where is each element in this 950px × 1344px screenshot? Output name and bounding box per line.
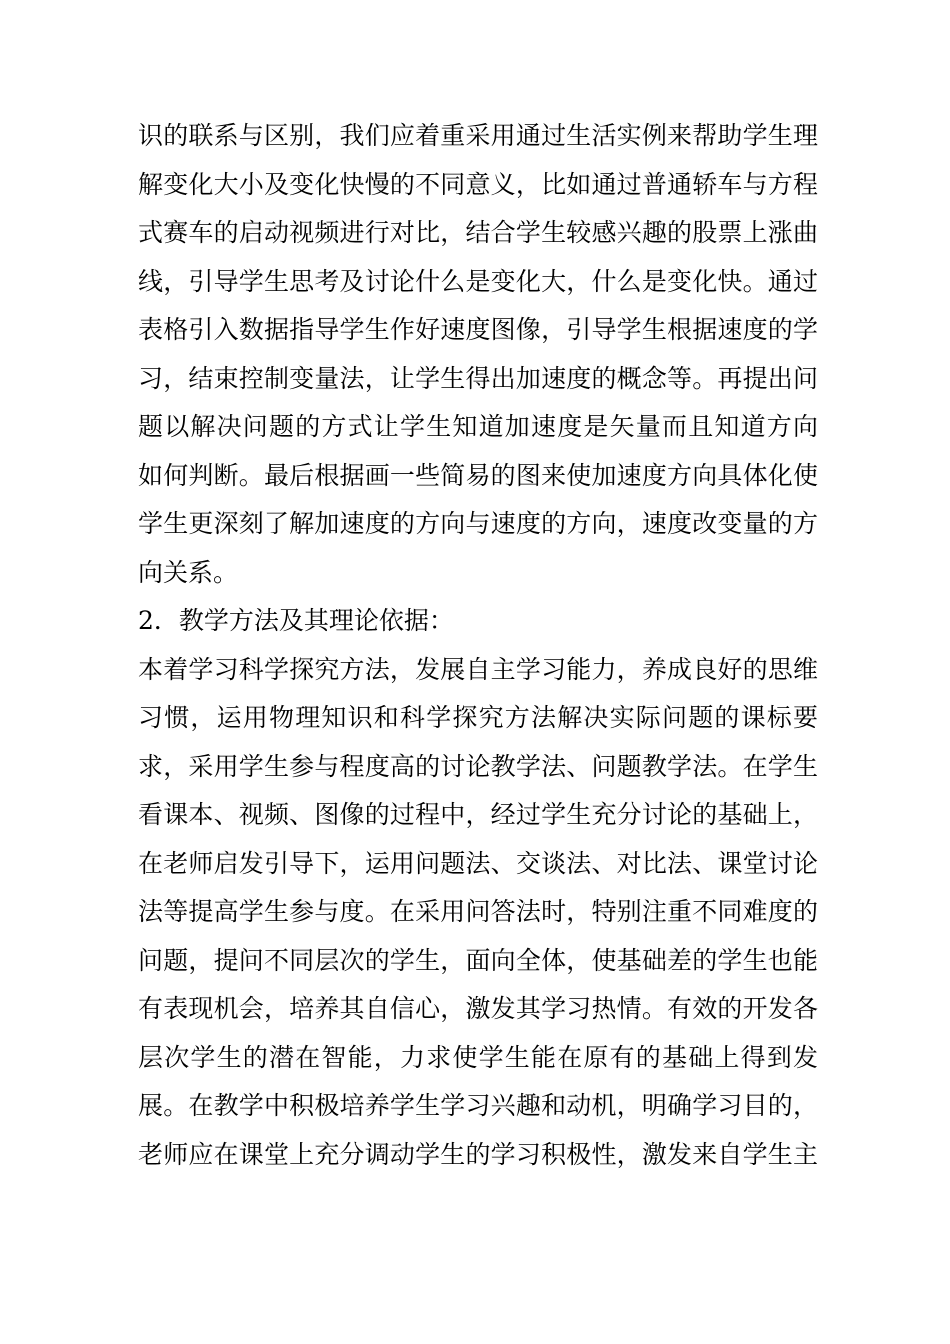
text-line: 习，结束控制变量法，让学生得出加速度的概念等。再提出问 [138,363,818,393]
text-line: 问题，提问不同层次的学生，面向全体，使基础差的学生也能 [138,945,818,975]
text-line: 本着学习科学探究方法，发展自主学习能力，养成良好的思维 [138,654,818,684]
text-line: 在老师启发引导下，运用问题法、交谈法、对比法、课堂讨论 [138,848,818,878]
text-line: 展。在教学中积极培养学生学习兴趣和动机，明确学习目的， [138,1091,818,1120]
text-line: 有表现机会，培养其自信心，激发其学习热情。有效的开发各 [138,994,818,1023]
paragraph-acceleration-concept [138,112,818,597]
text-line: 如何判断。最后根据画一些简易的图来使加速度方向具体化使 [138,460,818,490]
text-line: 式赛车的启动视频进行对比，结合学生较感兴趣的股票上涨曲 [138,218,818,247]
paragraph-teaching-methods [138,646,818,1180]
text-line: 看课本、视频、图像的过程中，经过学生充分讨论的基础上， [138,800,818,829]
document-body [138,112,818,1179]
text-line: 习惯，运用物理知识和科学探究方法解决实际问题的课标要 [138,703,818,732]
text-line: 线，引导学生思考及讨论什么是变化大，什么是变化快。通过 [138,266,818,296]
text-line: 解变化大小及变化快慢的不同意义，比如通过普通轿车与方程 [138,169,818,199]
text-line: 学生更深刻了解加速度的方向与速度的方向，速度改变量的方 [138,509,818,538]
section-heading: 2．教学方法及其理论依据： [138,606,454,635]
text-line: 表格引入数据指导学生作好速度图像，引导学生根据速度的学 [138,315,818,344]
text-line: 求，采用学生参与程度高的讨论教学法、问题教学法。在学生 [138,751,818,781]
text-line: 法等提高学生参与度。在采用问答法时，特别注重不同难度的 [138,897,818,926]
text-line: 向关系。 [138,557,239,587]
text-line: 题以解决问题的方式让学生知道加速度是矢量而且知道方向 [138,412,818,441]
text-line: 老师应在课堂上充分调动学生的学习积极性，激发来自学生主 [138,1139,818,1169]
text-line: 层次学生的潜在智能，力求使学生能在原有的基础上得到发 [138,1042,818,1072]
text-line: 识的联系与区别，我们应着重采用通过生活实例来帮助学生理 [138,121,818,150]
